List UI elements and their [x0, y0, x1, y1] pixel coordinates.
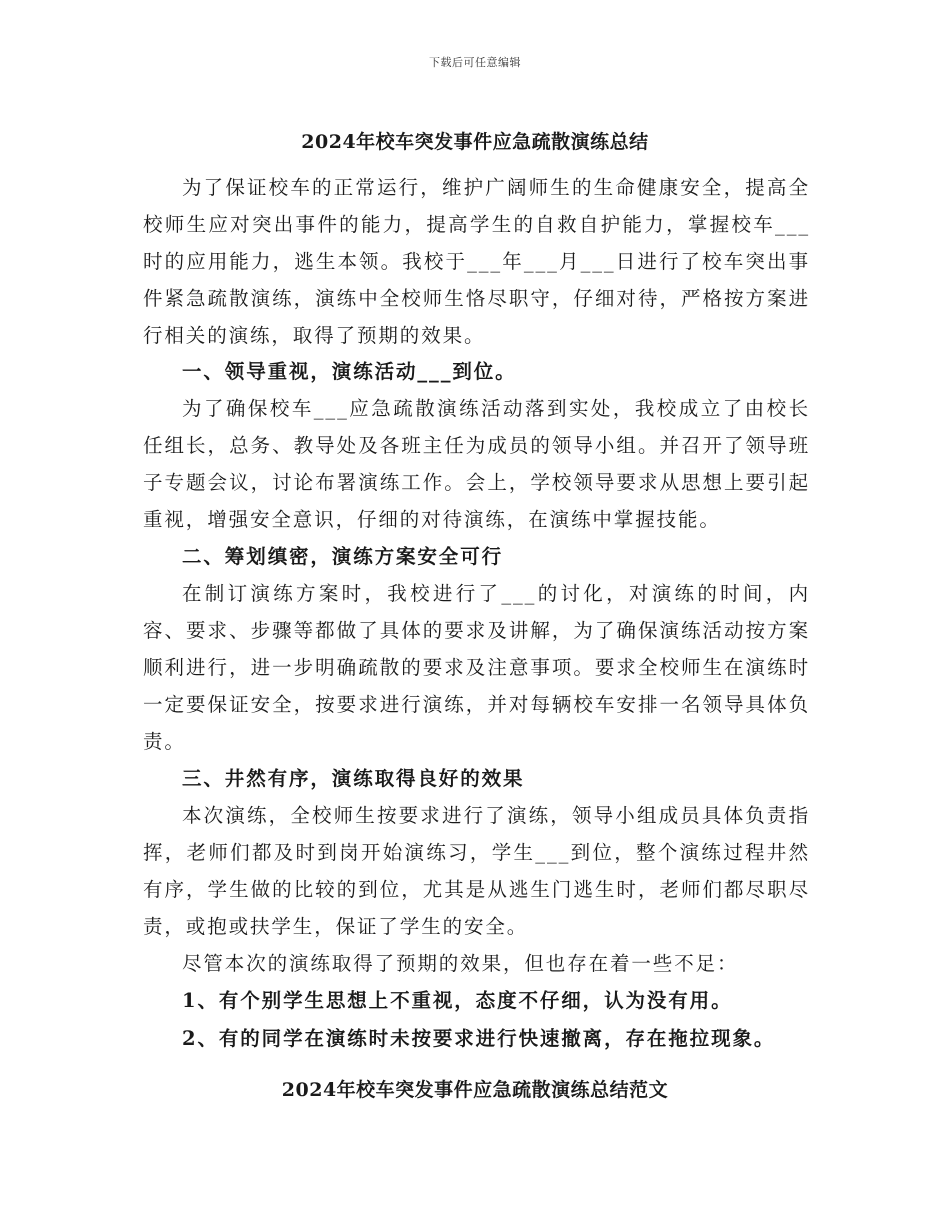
section-3-heading	[143, 760, 810, 797]
section-3-body-text: 本次演练，全校师生按要求进行了演练，领导小组成员具体负责指挥，老师们都及时到岗开始演练习，学生___到位，整个演练过程井然有序，学生做的比较的到位，尤其是从逃生门逃生时，老师们都尽职尽责，或抱或扶学生，保证了学生的安全。	[143, 804, 810, 938]
section-2-body	[143, 575, 810, 760]
shortcoming-item	[143, 1020, 810, 1057]
document-title: 2024年校车突发事件应急疏散演练总结	[301, 131, 649, 153]
next-document-title: 2024年校车突发事件应急疏散演练总结范文	[281, 1079, 669, 1101]
section-2-body-text: 在制订演练方案时，我校进行了___的讨化，对演练的时间，内容、要求、步骤等都做了具体的要求及讲解，为了确保演练活动按方案顺利进行，进一步明确疏散的要求及注意事项。要求全校师生在演练时一定要保证安全，按要求进行演练，并对每辆校车安排一名领导具体负责。	[143, 582, 810, 753]
shortcoming-item-text: 2、有的同学在演练时未按要求进行快速撤离，存在拖拉现象。	[182, 1027, 776, 1050]
section-1-heading	[143, 353, 810, 390]
shortcoming-intro	[143, 945, 810, 982]
intro-text: 为了保证校车的正常运行，维护广阔师生的生命健康安全，提高全校师生应对突出事件的能力，提高学生的自救自护能力，掌握校车___时的应用能力，逃生本领。我校于___年___月___日进行了校车突出事件紧急疏散演练，演练中全校师生恪尽职守，仔细对待，严格按方案进行相关的演练，取得了预期的效果。	[143, 176, 810, 347]
shortcoming-item-text: 1、有个别学生思想上不重视，态度不仔细，认为没有用。	[182, 989, 733, 1012]
section-1-body-text: 为了确保校车___应急疏散演练活动落到实处，我校成立了由校长任组长，总务、教导处及各班主任为成员的领导小组。并召开了领导班子专题会议，讨论布署演练工作。会上，学校领导要求从思想上要引起重视，增强安全意识，仔细的对待演练，在演练中掌握技能。	[143, 397, 810, 531]
section-2-heading-text: 二、筹划缜密，演练方案安全可行	[182, 545, 504, 568]
shortcoming-intro-text: 尽管本次的演练取得了预期的效果，但也存在着一些不足：	[182, 952, 739, 975]
section-2-heading	[143, 538, 810, 575]
section-1-body	[143, 390, 810, 538]
shortcoming-item	[143, 982, 810, 1019]
intro-paragraph	[143, 169, 810, 354]
header-note: 下载后可任意编辑	[429, 56, 521, 69]
section-3-body	[143, 797, 810, 945]
section-3-heading-text: 三、井然有序，演练取得良好的效果	[182, 767, 525, 790]
section-1-heading-text: 一、领导重视，演练活动___到位。	[182, 360, 517, 383]
